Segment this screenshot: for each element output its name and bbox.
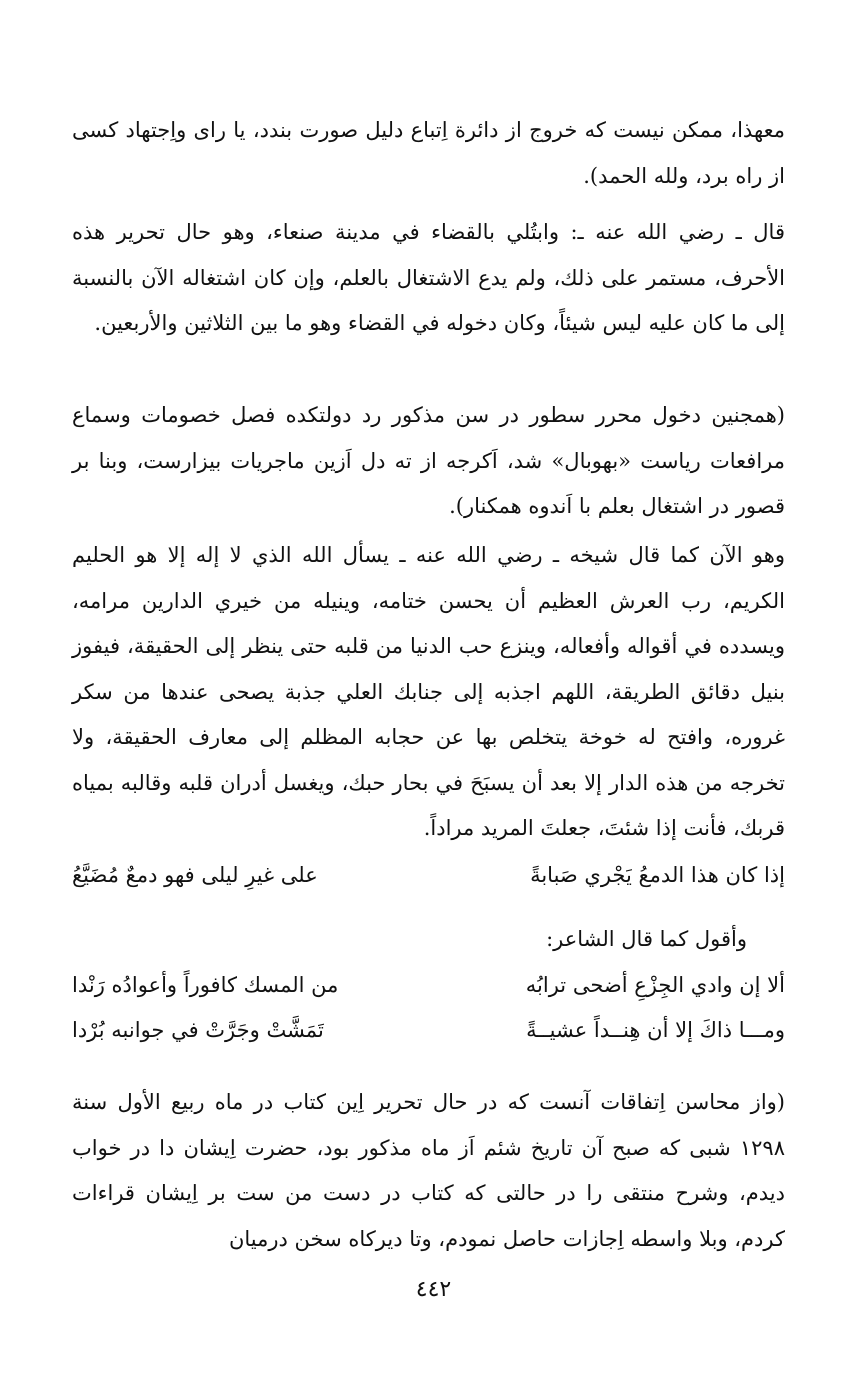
page-number: ٤٤٢ bbox=[415, 1277, 452, 1302]
paragraph-text: وهو الآن كما قال شيخه ـ رضي الله عنه ـ يسأل الله الذي لا إله إلا هو الحليم الكريم، رب العرش العظيم أن يحسن ختامه، وينيله من خيري الدارين مرامه، ويسدده في أقواله وأفعاله، وينزع حب الدنيا من قلبه حتى ينظر إلى الحقيقة، فيفوز بنيل دقائق الطريقة، اللهم اجذبه إلى جنابك العلي جذبة يصحى عندها من سكر غروره، وافتح له خوخة يتخلص بها عن حجابه المظلم إلى معارف الحقيقة، ولا تخرجه من هذه الدار إلا بعد أن يسبَحَ في بحار حبك، ويغسل أدران قلبه وقالبه بمياه قربك، فأنت إذا شئتَ، جعلتَ المريد مراداً. bbox=[72, 543, 785, 840]
verse-second-hemistich: على غيرِ ليلى فهو دمعٌ مُضَيَّعُ bbox=[72, 863, 318, 887]
paragraph-persian-intro bbox=[72, 108, 785, 199]
paragraph-persian-dream bbox=[72, 1080, 785, 1262]
paragraph-poet-intro bbox=[72, 917, 785, 963]
paragraph-text: قال ـ رضي الله عنه ـ: وابتُلي بالقضاء في مدينة صنعاء، وهو حال تحرير هذه الأحرف، مستمر على ذلك، ولم يدع الاشتغال بالعلم، وإن كان اشتغاله الآن بالنسبة إلى ما كان عليه ليس شيئاً، وكان دخوله في القضاء وهو ما بين الثلاثين والأربعين. bbox=[72, 220, 785, 335]
verse-line bbox=[72, 853, 785, 898]
paragraph-prayer bbox=[72, 533, 785, 852]
paragraph-persian-bhopal bbox=[72, 393, 785, 530]
paragraph-text: (واز محاسن اِتفاقات آنست كه در حال تحرير اِين كتاب در ماه ربيع الأول سنة ١٢٩٨ شبى كه صبح آن تاريخ شئم اَز ماه مذكور بود، حضرت اِيشان دا در خواب ديدم، وشرح منتقى را در حالتى كه كتاب در دست من ست بر اِيشان قراءات كردم، وبلا واسطه اِجازات حاصل نمودم، وتا ديركاه سخن درميان bbox=[72, 1090, 785, 1251]
verse-line bbox=[72, 963, 785, 1008]
verse-second-hemistich: من المسك كافوراً وأعوادُه رَنْدا bbox=[72, 973, 339, 997]
paragraph-text: وأقول كما قال الشاعر: bbox=[546, 927, 747, 951]
verse-line bbox=[72, 1008, 785, 1053]
paragraph-text: معهذا، ممكن نيست كه خروج از دائرة اِتباع دليل صورت بندد، يا راى واِجتهاد كسى از راه برد، ولله الحمد). bbox=[72, 118, 785, 188]
verse-first-hemistich: ألا إن وادي الجِزْعِ أضحى ترابُه bbox=[525, 973, 785, 997]
paragraph-judgeship bbox=[72, 210, 785, 347]
verse-second-hemistich: تَمَشَّتْ وجَرَّتْ في جوانبه بُرْدا bbox=[72, 1018, 324, 1042]
verse-first-hemistich: إذا كان هذا الدمعُ يَجْري صَبابةً bbox=[530, 863, 785, 887]
verse-first-hemistich: ومـــا ذاكَ إلا أن هِنــداً عشيــةً bbox=[526, 1018, 785, 1042]
paragraph-text: (همجنين دخول محرر سطور در سن مذكور رد دولتكده فصل خصومات وسماع مرافعات رياست «بهوبال» شد، اَكرجه از ته دل اَزين ماجريات بيزارست، وبنا بر قصور در اشتغال بعلم با اَندوه همكنار). bbox=[72, 403, 785, 518]
